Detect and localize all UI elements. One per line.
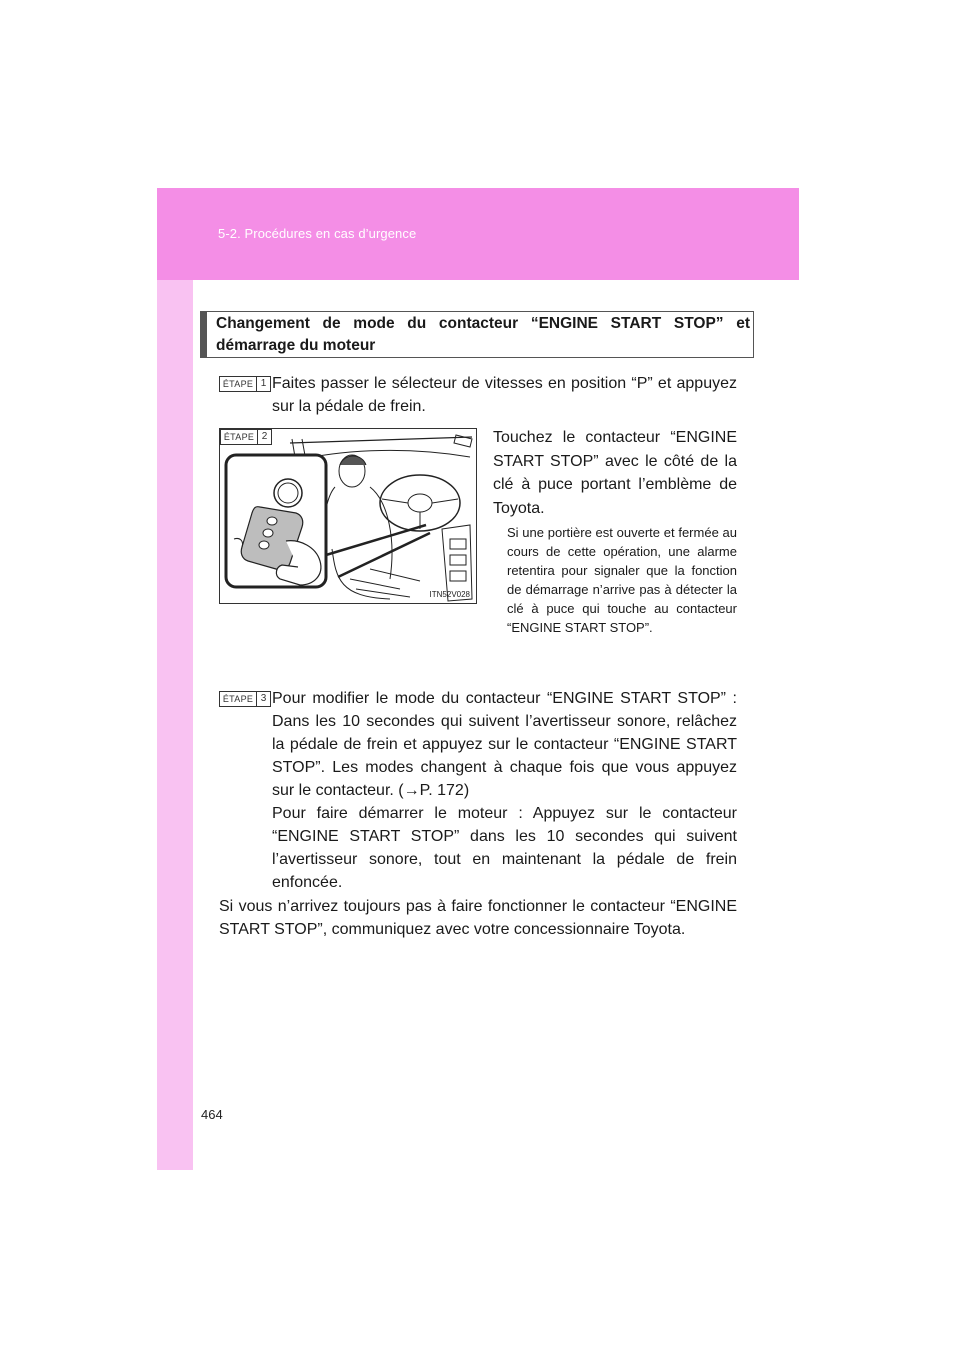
- car-interior-drawing: [220, 429, 476, 603]
- step-1-text: Faites passer le sélecteur de vitesses en position “P” et appuyez sur la pédale de frein.: [272, 375, 737, 415]
- closing-paragraph: Si vous n’arrivez toujours pas à faire fonctionner le contacteur “ENGINE START STOP”, communiquez avec votre concessionnaire Toyota.: [219, 898, 737, 938]
- step-number: 2: [257, 430, 271, 444]
- section-title: Changement de mode du contacteur “ENGINE START STOP” et démarrage du moteur: [216, 315, 750, 354]
- step-1-badge: [219, 376, 271, 392]
- step-word: ÉTAPE: [222, 694, 254, 704]
- section-title-box: [200, 311, 754, 358]
- step-word: ÉTAPE: [222, 379, 254, 389]
- step-3-badge: [219, 691, 271, 707]
- illustration-code: ITN52V028: [429, 590, 470, 599]
- step-3-text-change-mode: Pour modifier le mode du contacteur “ENGINE START STOP” : Dans les 10 secondes qui suivent l’avertisseur sonore, relâchez la pédale de frein et appuyez sur le contacteur “ENGINE START STOP”. Les modes changent à chaque fois que vous appuyez sur le contacteur. (→P. 172): [272, 690, 737, 799]
- step-3-text-start-engine: Pour faire démarrer le moteur : Appuyez sur le contacteur “ENGINE START STOP” dans les 10 secondes qui suivent l’avertisseur sonore, tout en maintenant la pédale de frein enfoncée.: [272, 805, 737, 891]
- step-number: 1: [256, 377, 270, 391]
- step-2-text: Touchez le contacteur “ENGINE START STOP” avec le côté de la clé à puce portant l’emblème de Toyota.: [493, 429, 737, 517]
- section-label: 5-2. Procédures en cas d’urgence: [218, 226, 417, 241]
- step-2-note: Si une portière est ouverte et fermée au cours de cette opération, une alarme retentira pour signaler que la fonction de démarrage n’arrive pas à détecter la clé à puce qui touche au contacteur “ENGINE START STOP”.: [507, 525, 737, 635]
- step-number: 3: [256, 692, 270, 706]
- step-2-badge: [220, 429, 272, 445]
- side-margin-band: [157, 188, 193, 1170]
- step-word: ÉTAPE: [223, 432, 255, 442]
- page-number: 464: [201, 1107, 223, 1122]
- key-touch-illustration: [219, 428, 477, 604]
